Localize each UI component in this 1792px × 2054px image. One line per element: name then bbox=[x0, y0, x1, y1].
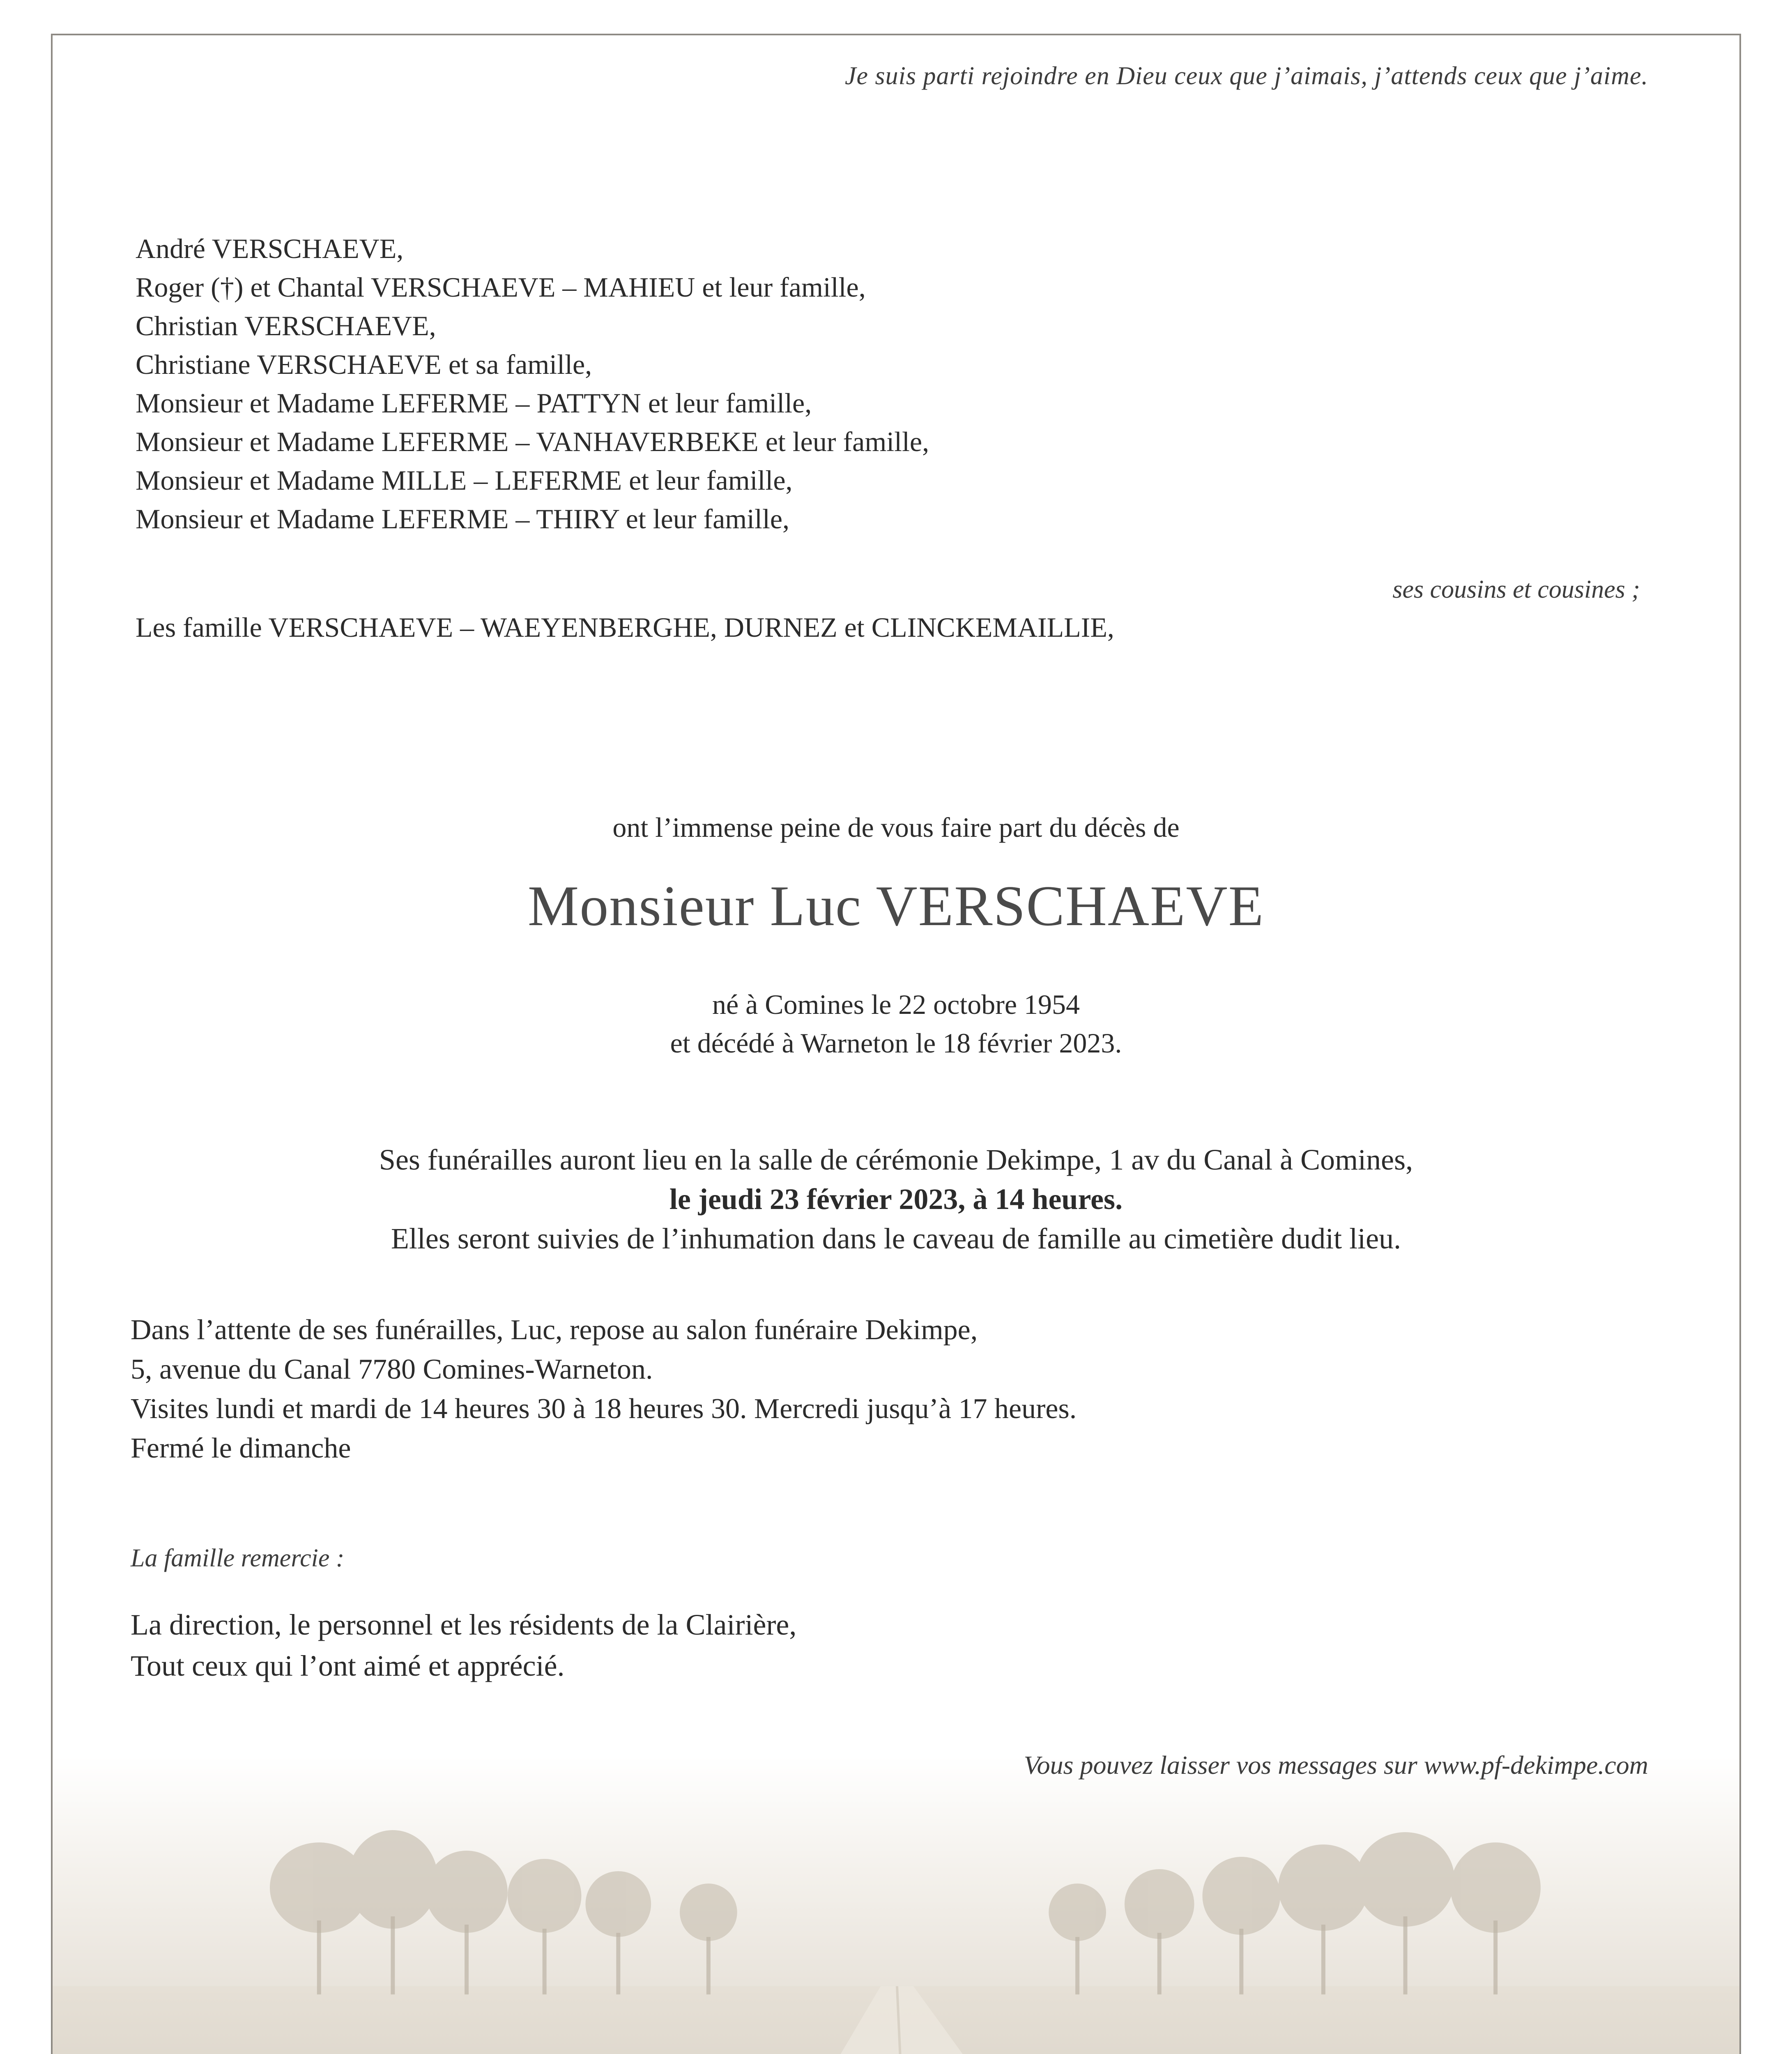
deceased-name: Monsieur Luc VERSCHAEVE bbox=[527, 874, 1265, 938]
visitation-line: Visites lundi et mardi de 14 heures 30 à 18 heures 30. Mercredi jusqu’à 17 heures. bbox=[131, 1393, 1077, 1425]
family-line: Monsieur et Madame LEFERME – PATTYN et leur famille, bbox=[136, 387, 812, 419]
visitation-line: Fermé le dimanche bbox=[131, 1432, 351, 1464]
death-line: et décédé à Warneton le 18 février 2023. bbox=[670, 1027, 1122, 1059]
visitation-line: 5, avenue du Canal 7780 Comines-Warneton. bbox=[131, 1354, 653, 1385]
burial-line: Elles seront suivies de l’inhumation dans le caveau de famille au cimetière dudit lieu. bbox=[391, 1222, 1401, 1255]
birth-death-details bbox=[0, 985, 1792, 1062]
thanks-heading: La famille remercie : bbox=[131, 1544, 345, 1572]
funeral-details bbox=[0, 1140, 1792, 1258]
thanks-line: La direction, le personnel et les résidents de la Clairière, bbox=[131, 1608, 797, 1641]
thanks-line: Tout ceux qui l’ont aimé et apprécié. bbox=[131, 1649, 565, 1682]
visitation-line: Dans l’attente de ses funérailles, Luc, repose au salon funéraire Dekimpe, bbox=[131, 1314, 978, 1346]
family-line: Christian VERSCHAEVE, bbox=[136, 310, 436, 341]
family-line: Christiane VERSCHAEVE et sa famille, bbox=[136, 349, 592, 380]
birth-line: né à Comines le 22 octobre 1954 bbox=[712, 989, 1080, 1020]
funeral-location-line: Ses funérailles auront lieu en la salle de cérémonie Dekimpe, 1 av du Canal à Comines, bbox=[379, 1143, 1413, 1176]
family-line: Monsieur et Madame MILLE – LEFERME et leur famille, bbox=[136, 465, 793, 496]
epigraph-quote: Je suis parti rejoindre en Dieu ceux que j’aimais, j’attends ceux que j’aime. bbox=[844, 62, 1648, 90]
condolence-messages-note: Vous pouvez laisser vos messages sur www.pf-dekimpe.com bbox=[1024, 1750, 1648, 1780]
extended-families-line: Les famille VERSCHAEVE – WAEYENBERGHE, DURNEZ et CLINCKEMAILLIE, bbox=[136, 612, 1114, 643]
landscape-trees-illustration bbox=[53, 1756, 1739, 2054]
family-list bbox=[136, 229, 929, 538]
funeral-date-line: le jeudi 23 février 2023, à 14 heures. bbox=[669, 1183, 1123, 1216]
thanks-list bbox=[131, 1604, 796, 1686]
cousins-label: ses cousins et cousines ; bbox=[1392, 576, 1640, 603]
announcement-intro: ont l’immense peine de vous faire part du décès de bbox=[612, 812, 1180, 843]
visitation-details bbox=[131, 1310, 1077, 1468]
family-line: André VERSCHAEVE, bbox=[136, 233, 404, 264]
misty-landscape-image bbox=[53, 1756, 1739, 2054]
family-line: Monsieur et Madame LEFERME – THIRY et leur famille, bbox=[136, 503, 790, 534]
family-line: Monsieur et Madame LEFERME – VANHAVERBEKE et leur famille, bbox=[136, 426, 929, 457]
family-line: Roger (†) et Chantal VERSCHAEVE – MAHIEU et leur famille, bbox=[136, 272, 866, 303]
